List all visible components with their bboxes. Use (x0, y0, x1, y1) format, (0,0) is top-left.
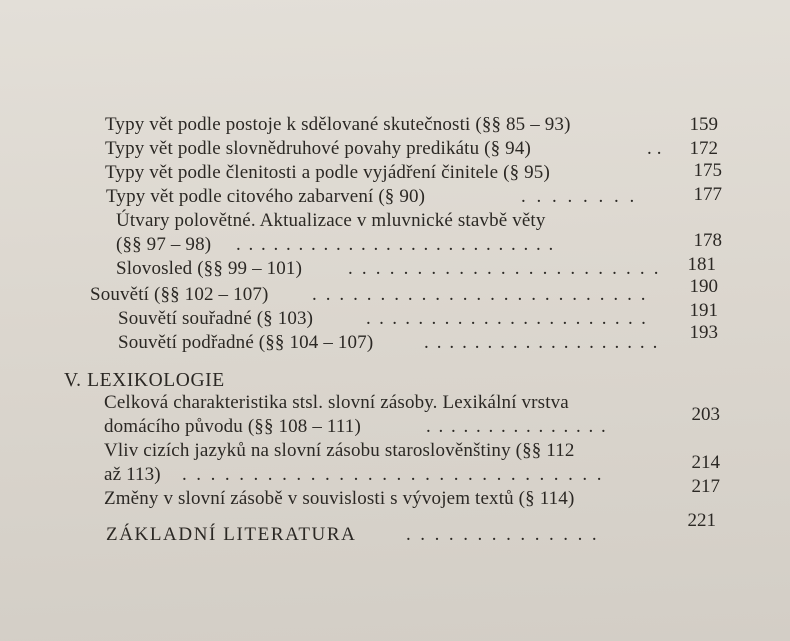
toc-entry-page: 191 (689, 300, 718, 321)
toc-entry-3 (105, 160, 675, 186)
toc-entry-text: Souvětí podřadné (§§ 104 – 107) (118, 332, 374, 353)
toc-entry-6 (116, 232, 686, 258)
toc-entry-2 (105, 136, 685, 162)
section-entry-3 (104, 438, 694, 464)
toc-entry-page: 178 (693, 230, 722, 251)
toc-entry-text: Typy vět podle citového zabarvení (§ 90) (106, 186, 426, 207)
toc-entry-text: Souvětí (§§ 102 – 107) (90, 284, 269, 305)
section-entry-4 (104, 462, 684, 488)
toc-entry-8 (90, 282, 670, 308)
toc-entry-page: 159 (689, 114, 718, 135)
toc-entry-dots: . . . . . . . . . . . . . . . . . . . . . . . (348, 258, 661, 279)
toc-entry-text: Celková charakteristika stsl. slovní zásoby. Lexikální vrstva (104, 392, 569, 413)
toc-entry-text: Vliv cizích jazyků na slovní zásobu staroslověnštiny (§§ 112 (104, 440, 575, 461)
toc-entry-dots: . . . . . . . . . . . . . . . . . . . . . . . . . . . . . . (182, 464, 604, 485)
toc-entry-text: Souvětí souřadné (§ 103) (118, 308, 314, 329)
toc-entry-10 (118, 330, 678, 356)
toc-entry-page: 221 (687, 510, 716, 531)
toc-entry-page: 172 (689, 138, 718, 159)
toc-entry-text: Útvary polovětné. Aktualizace v mluvnické stavbě věty (116, 210, 546, 231)
toc-entry-page: 190 (689, 276, 718, 297)
toc-entry-page: 193 (689, 322, 718, 343)
toc-entry-text: Změny v slovní zásobě v souvislosti s vývojem textů (§ 114) (104, 488, 575, 509)
toc-entry-dots: . . . . . . . . . . . . . . . . . . . . . . . . . (312, 284, 648, 305)
toc-entry-dots: . . . . . . . . . . . . . . . . . . . . . . . . . . (236, 234, 555, 255)
toc-entry-9 (118, 306, 678, 332)
toc-entry-page: 175 (693, 160, 722, 181)
toc-entry-page: 214 (691, 452, 720, 473)
literature-entry (106, 522, 686, 548)
toc-entry-dots: . . . . . . . . (521, 186, 638, 207)
literature-text: ZÁKLADNÍ LITERATURA (106, 524, 357, 545)
toc-entry-page: 177 (693, 184, 722, 205)
toc-entry-5 (116, 208, 686, 234)
toc-entry-1 (105, 112, 665, 138)
toc-entry-7 (116, 256, 676, 282)
toc-entry-text: (§§ 97 – 98) (116, 234, 212, 255)
section-entry-2 (104, 414, 684, 440)
toc-entry-dots: . . . . . . . . . . . . . . (406, 524, 600, 545)
toc-entry-text: Slovosled (§§ 99 – 101) (116, 258, 303, 279)
section-entry-1 (104, 390, 694, 416)
toc-entry-text: Typy vět podle členitosti a podle vyjádření činitele (§ 95) (105, 162, 550, 183)
toc-entry-dots: . . . . . . . . . . . . . . . . . . . (424, 332, 659, 353)
toc-entry-text: Typy vět podle slovnědruhové povahy predikátu (§ 94) (105, 138, 531, 159)
toc-entry-dots: . . . . . . . . . . . . . . . . . . . . . . (366, 308, 648, 329)
toc-entry-page: 181 (687, 254, 716, 275)
toc-entry-text: Typy vět podle postoje k sdělované skutečnosti (§§ 85 – 93) (105, 114, 571, 135)
toc-entry-page: 203 (691, 404, 720, 425)
toc-entry-dots: . . . . . . . . . . . . . . . (426, 416, 608, 437)
section-heading: V. LEXIKOLOGIE (64, 370, 225, 391)
toc-entry-text: až 113) (104, 464, 161, 485)
toc-entry-dots: . . (647, 138, 662, 159)
toc-entry-4 (106, 184, 686, 210)
section-entry-5 (104, 486, 684, 512)
toc-entry-text: domácího původu (§§ 108 – 111) (104, 416, 361, 437)
toc-entry-page: 217 (691, 476, 720, 497)
